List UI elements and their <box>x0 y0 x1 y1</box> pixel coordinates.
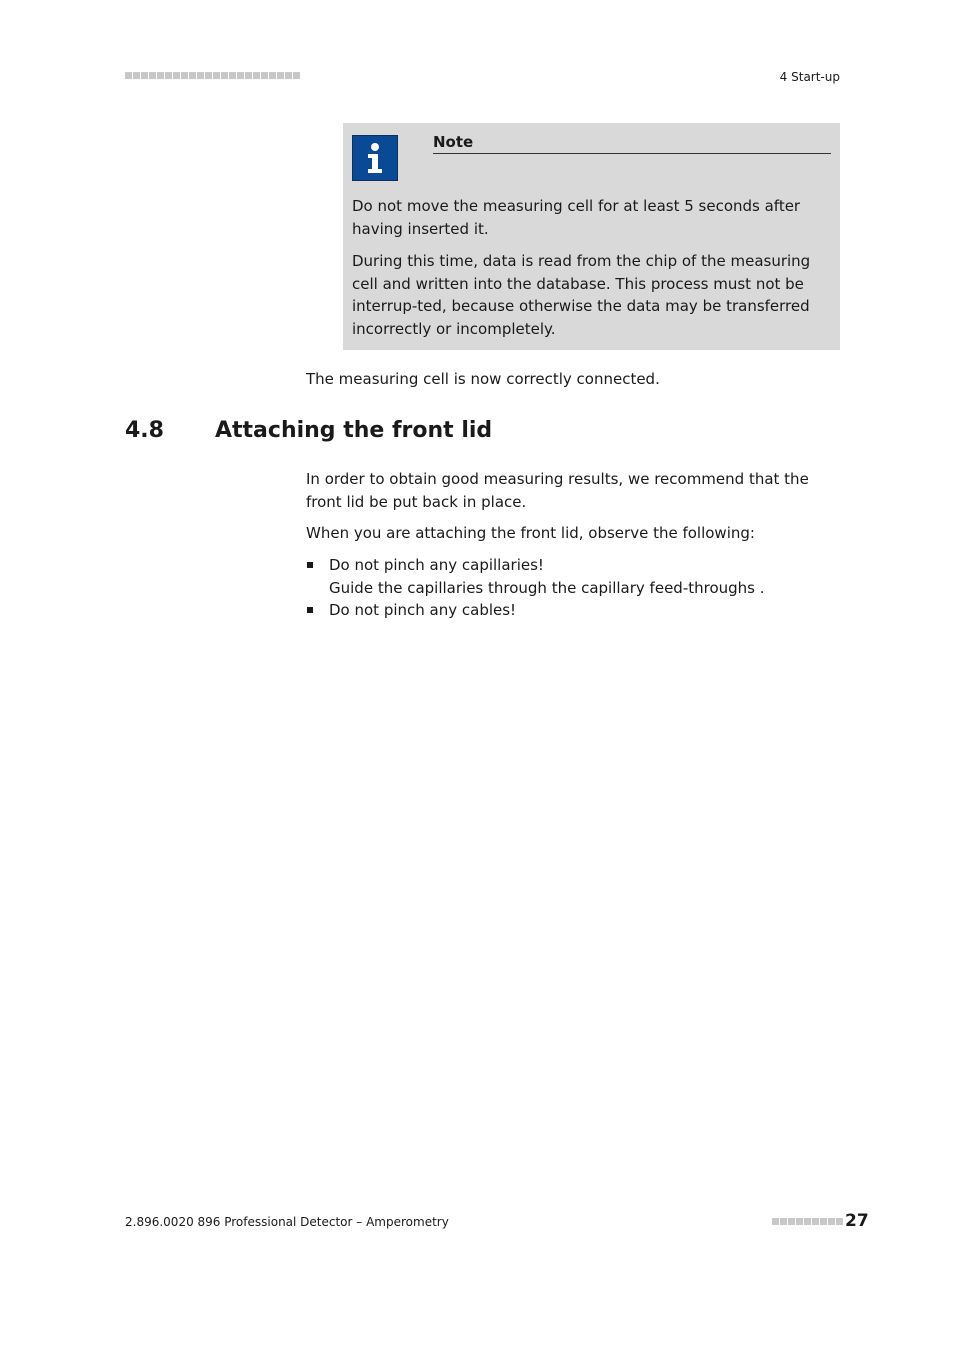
list-item <box>306 599 840 622</box>
chapter-title: 4 Start-up <box>779 70 840 84</box>
list-item <box>306 554 840 599</box>
bullet-square-icon <box>307 562 313 568</box>
section-title: Attaching the front lid <box>215 418 493 443</box>
note-box <box>343 123 840 350</box>
list-item-subtext: Guide the capillaries through the capillary feed-throughs . <box>329 578 765 597</box>
header-decoration <box>125 72 300 79</box>
bullet-list <box>306 554 840 622</box>
section-heading <box>125 418 492 443</box>
body-paragraph: In order to obtain good measuring results, we recommend that the front lid be put back in place. <box>306 470 809 511</box>
bullet-square-icon <box>307 607 313 613</box>
footer-decoration <box>772 1218 843 1225</box>
section-number: 4.8 <box>125 418 164 443</box>
note-paragraph: Do not move the measuring cell for at least 5 seconds after having inserted it. <box>352 197 801 238</box>
list-item-text: Do not pinch any capillaries! <box>329 556 544 574</box>
info-icon <box>352 135 398 181</box>
list-item-text: Do not pinch any cables! <box>329 601 517 619</box>
note-title: Note <box>433 133 831 154</box>
note-paragraph: During this time, data is read from the chip of the measuring cell and written into the database. This process must not be interrup-ted, because otherwise the data may be transferred incorrectly or incompletely. <box>352 252 811 338</box>
footer-document-title: 2.896.0020 896 Professional Detector – Amperometry <box>125 1215 449 1229</box>
body-paragraph: When you are attaching the front lid, observe the following: <box>306 524 755 542</box>
note-body <box>352 195 834 350</box>
body-paragraph: The measuring cell is now correctly connected. <box>306 370 660 388</box>
page-number: 27 <box>845 1211 869 1231</box>
